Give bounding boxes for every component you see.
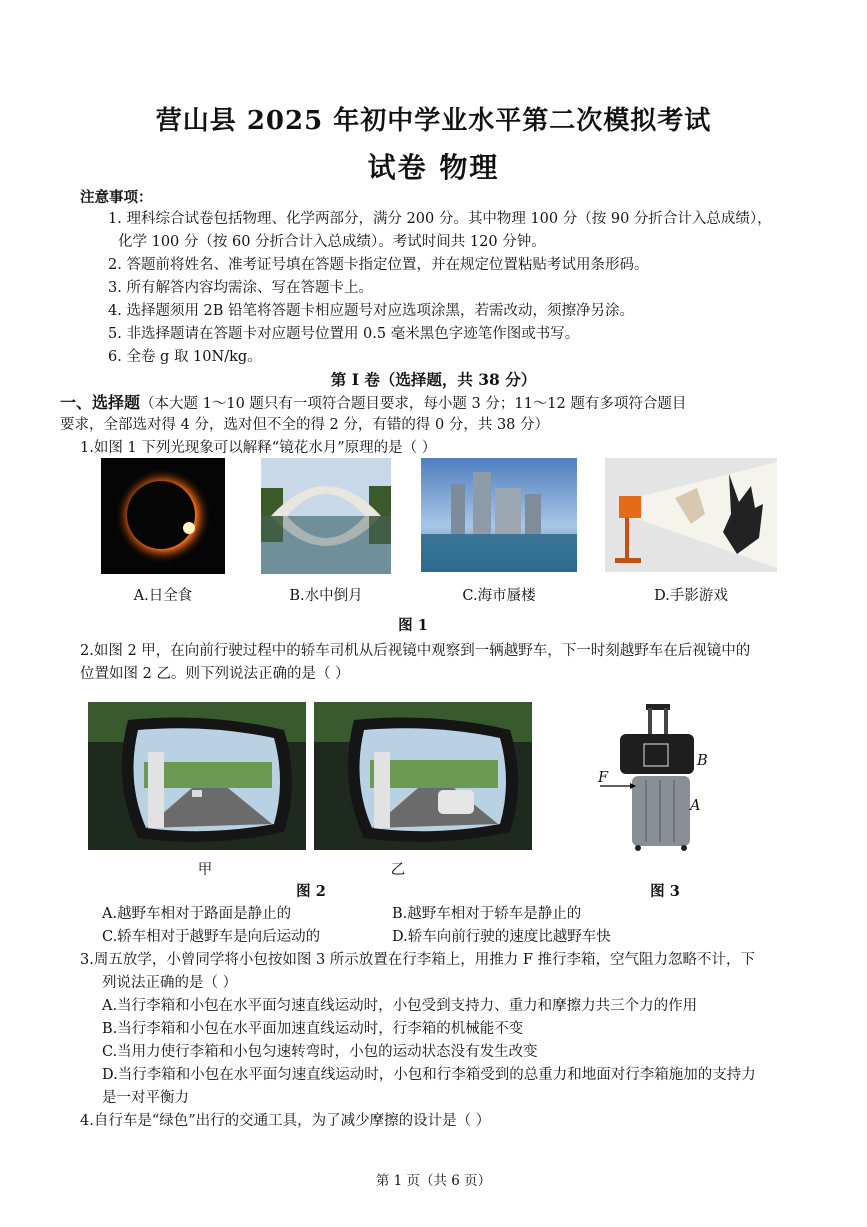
hand-shadow-image (605, 458, 777, 572)
fig3-label-b: B (697, 753, 708, 769)
solar-eclipse-image (101, 458, 225, 574)
q1-option-b: B.水中倒月 (289, 588, 363, 604)
notice-heading: 注意事项： (80, 189, 153, 206)
q3-option-d-cont: 是一对平衡力 (102, 1090, 189, 1106)
q3-option-b: B.当行李箱和小包在水平面加速直线运动时，行李箱的机械能不变 (102, 1021, 524, 1037)
q2-sub-label-jia: 甲 (197, 862, 213, 878)
q1-option-a: A.日全食 (133, 588, 193, 604)
part1-title: 第 I 卷（选择题，共 38 分） (330, 370, 537, 389)
mirage-image (421, 458, 577, 572)
notice-item: 1. 理科综合试卷包括物理、化学两部分，满分 200 分。其中物理 100 分（按 90 分折合计入总成绩）， (108, 211, 772, 227)
q3-stem-1: 3.周五放学，小曾同学将小包按如图 3 所示放置在行李箱上，用推力 F 推行李箱，空气阻力忽略不计，下 (80, 952, 756, 968)
q1-stem: 1.如图 1 下列光现象可以解释“镜花水月”原理的是（ ） (80, 440, 437, 456)
q2-stem-2: 位置如图 2 乙。则下列说法正确的是（ ） (80, 666, 350, 682)
q2-option-c: C.轿车相对于越野车是向后运动的 (102, 929, 321, 945)
q3-option-a: A.当行李箱和小包在水平面匀速直线运动时，小包受到支持力、重力和摩擦力共三个力的作用 (102, 998, 698, 1014)
figure-1-label: 图 1 (398, 617, 428, 634)
q2-option-b: B.越野车相对于轿车是静止的 (392, 906, 582, 922)
notice-item: 化学 100 分（按 60 分折合计入总成绩）。考试时间共 120 分钟。 (118, 234, 546, 250)
notice-item: 3. 所有解答内容均需涂、写在答题卡上。 (108, 280, 373, 296)
q4-stem: 4.自行车是“绿色”出行的交通工具，为了减少摩擦的设计是（ ） (80, 1113, 491, 1129)
bridge-reflection-image (261, 458, 391, 574)
q2-option-a: A.越野车相对于路面是静止的 (102, 906, 292, 922)
q3-option-c: C.当用力使行李箱和小包匀速转弯时，小包的运动状态没有发生改变 (102, 1044, 538, 1060)
fig3-force-label: F (598, 770, 609, 786)
notice-item: 4. 选择题须用 2B 铅笔将答题卡相应题号对应选项涂黑，若需改动，须擦净另涂。 (108, 303, 635, 319)
section-line-1 (60, 391, 686, 416)
q2-stem-1: 2.如图 2 甲，在向前行驶过程中的轿车司机从后视镜中观察到一辆越野车，下一时刻越野车在后视镜中的 (80, 643, 751, 659)
exam-subtitle: 试卷 物理 (367, 151, 500, 184)
luggage-image (596, 700, 716, 852)
q2-sub-label-yi: 乙 (390, 862, 406, 878)
fig3-label-a: A (690, 798, 701, 814)
q3-option-d: D.当行李箱和小包在水平面匀速直线运动时，小包和行李箱受到的总重力和地面对行李箱施加的支持力 (102, 1067, 756, 1083)
q1-option-c: C.海市蜃楼 (462, 588, 536, 604)
notice-item: 5. 非选择题请在答题卡对应题号位置用 0.5 毫米黑色字迹笔作图或书写。 (108, 326, 580, 342)
section-heading: 一、选择题 (60, 393, 141, 412)
notice-item: 6. 全卷 g 取 10N/kg。 (108, 349, 262, 365)
section-desc-2: 要求，全部选对得 4 分，选对但不全的得 2 分，有错的得 0 分，共 38 分） (60, 417, 549, 433)
q3-stem-2: 列说法正确的是（ ） (102, 975, 238, 991)
q2-option-d: D.轿车向前行驶的速度比越野车快 (392, 929, 611, 945)
notice-item: 2. 答题前将姓名、准考证号填在答题卡指定位置，并在规定位置粘贴考试用条形码。 (108, 257, 649, 273)
figure-3-label: 图 3 (650, 883, 680, 900)
figure-2-label: 图 2 (296, 883, 326, 900)
section-desc: （本大题 1～10 题只有一项符合题目要求，每小题 3 分；11～12 题有多项符合题目 (140, 396, 687, 412)
mirror-image-yi (314, 702, 532, 850)
exam-title: 营山县 2025 年初中学业水平第二次模拟考试 (155, 106, 712, 136)
page-number: 第 1 页（共 6 页） (375, 1173, 492, 1189)
mirror-image-jia (88, 702, 306, 850)
q1-option-d: D.手影游戏 (654, 588, 728, 604)
